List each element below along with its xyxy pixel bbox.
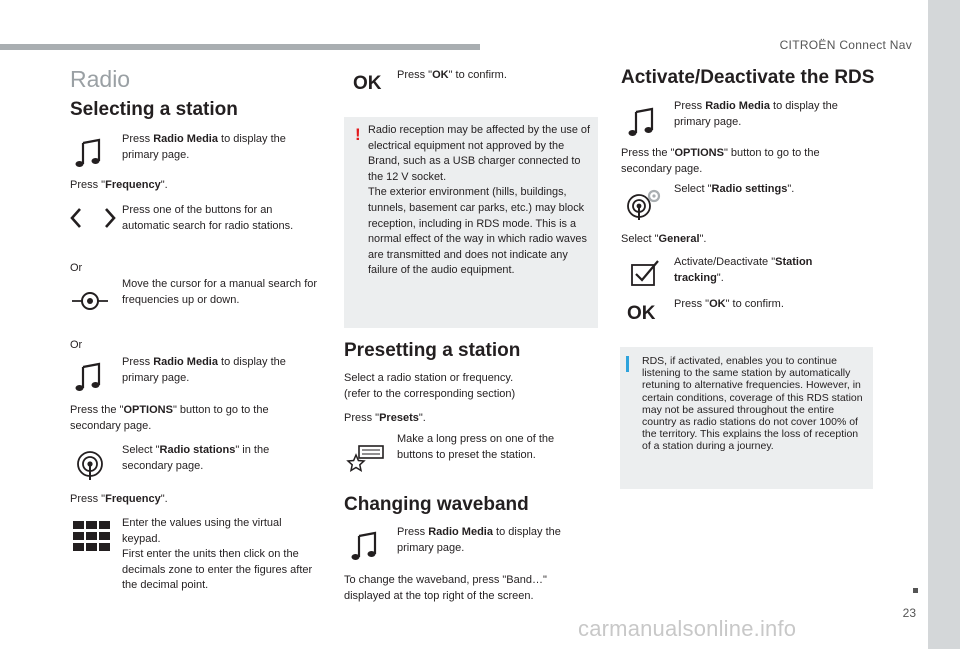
section-title: Radio: [70, 66, 131, 92]
keypad-icon: [72, 520, 112, 552]
step-radio-media-3: Press Radio Media to display the primary page.: [397, 526, 561, 554]
step-radio-media-2: Press Radio Media to display the primary page.: [122, 356, 286, 384]
step-long-press: Make a long press on one of the buttons to preset the station.: [397, 433, 555, 461]
warning-text: Radio reception may be affected by the use of electrical equipment not approved by the Brand, such as a USB charger connected to the 12 V socket. The exterior environment (hills, buildings, tunnels, basement car parks, etc.) may block reception, including in RDS mode. This is a normal effect of the way in which radio waves are transmitted and does not indicate any failure of the audio equipment.: [368, 124, 590, 277]
rds-step-ok-confirm: Press "OK" to confirm.: [674, 298, 784, 310]
select-general: Select "General".: [621, 233, 707, 245]
radio-settings-icon: [623, 187, 663, 221]
music-note-icon: [70, 360, 110, 394]
or-label-2: Or: [70, 339, 83, 351]
rds-step-radio-settings: Select "Radio settings".: [674, 183, 795, 195]
info-icon: [626, 356, 629, 372]
info-text: RDS, if activated, enables you to continue listening to the same station by automatically retuning to alternative frequencies. However, in certain conditions, coverage of this RDS station may not be assured throughout the entire country as radio stations do not cover 100% of the territory. This explains the loss of reception of a station during a journey.: [642, 355, 863, 453]
tuning-slider-icon: [70, 284, 110, 318]
press-frequency-1: Press "Frequency".: [70, 179, 168, 191]
press-presets: Press "Presets".: [344, 412, 426, 424]
rds-step-station-tracking: Activate/Deactivate "Station tracking".: [674, 256, 813, 284]
music-note-icon: [623, 105, 663, 139]
page-number: 23: [902, 606, 916, 620]
checkbox-icon: [625, 258, 665, 292]
waveband-instruction: To change the waveband, press "Band…" displayed at the top right of the screen.: [344, 574, 547, 602]
continuation-mark: [913, 588, 918, 593]
heading-presetting-station: Presetting a station: [344, 340, 521, 361]
step-radio-media: Press Radio Media to display the primary page.: [122, 133, 286, 161]
press-frequency-2: Press "Frequency".: [70, 493, 168, 505]
step-ok-confirm: Press "OK" to confirm.: [397, 69, 507, 81]
step-manual-search: Move the cursor for a manual search for frequencies up or down.: [122, 278, 318, 306]
step-virtual-keypad: Enter the values using the virtual keypad. First enter the units then click on the decimals zone to enter the figures after the decimal point.: [122, 517, 313, 591]
preset-intro: Select a radio station or frequency. (refer to the corresponding section): [344, 372, 516, 400]
step-radio-stations: Select "Radio stations" in the secondary page.: [122, 444, 270, 472]
rds-step-radio-media: Press Radio Media to display the primary page.: [674, 100, 838, 128]
step-auto-search: Press one of the buttons for an automatic search for radio stations.: [122, 204, 294, 232]
radio-signal-icon: [70, 447, 110, 481]
music-note-icon: [70, 136, 110, 170]
ok-icon: OK: [353, 73, 382, 94]
preset-star-icon: [346, 440, 386, 474]
watermark: carmanualsonline.info: [578, 616, 797, 641]
brand-header: CITROËN Connect Nav: [779, 38, 912, 52]
top-rule: [0, 44, 480, 50]
or-label-1: Or: [70, 262, 83, 274]
heading-selecting-station: Selecting a station: [70, 99, 238, 120]
rds-options-instruction: Press the "OPTIONS" button to go to the secondary page.: [621, 147, 820, 175]
seek-arrows-icon: [68, 202, 120, 236]
music-note-icon: [346, 529, 386, 563]
options-instruction: Press the "OPTIONS" button to go to the secondary page.: [70, 404, 269, 432]
warning-icon: !: [355, 125, 361, 144]
heading-changing-waveband: Changing waveband: [344, 494, 529, 515]
ok-icon: OK: [627, 303, 656, 324]
page-edge-tab: [928, 0, 960, 649]
heading-rds: Activate/Deactivate the RDS: [621, 67, 875, 88]
